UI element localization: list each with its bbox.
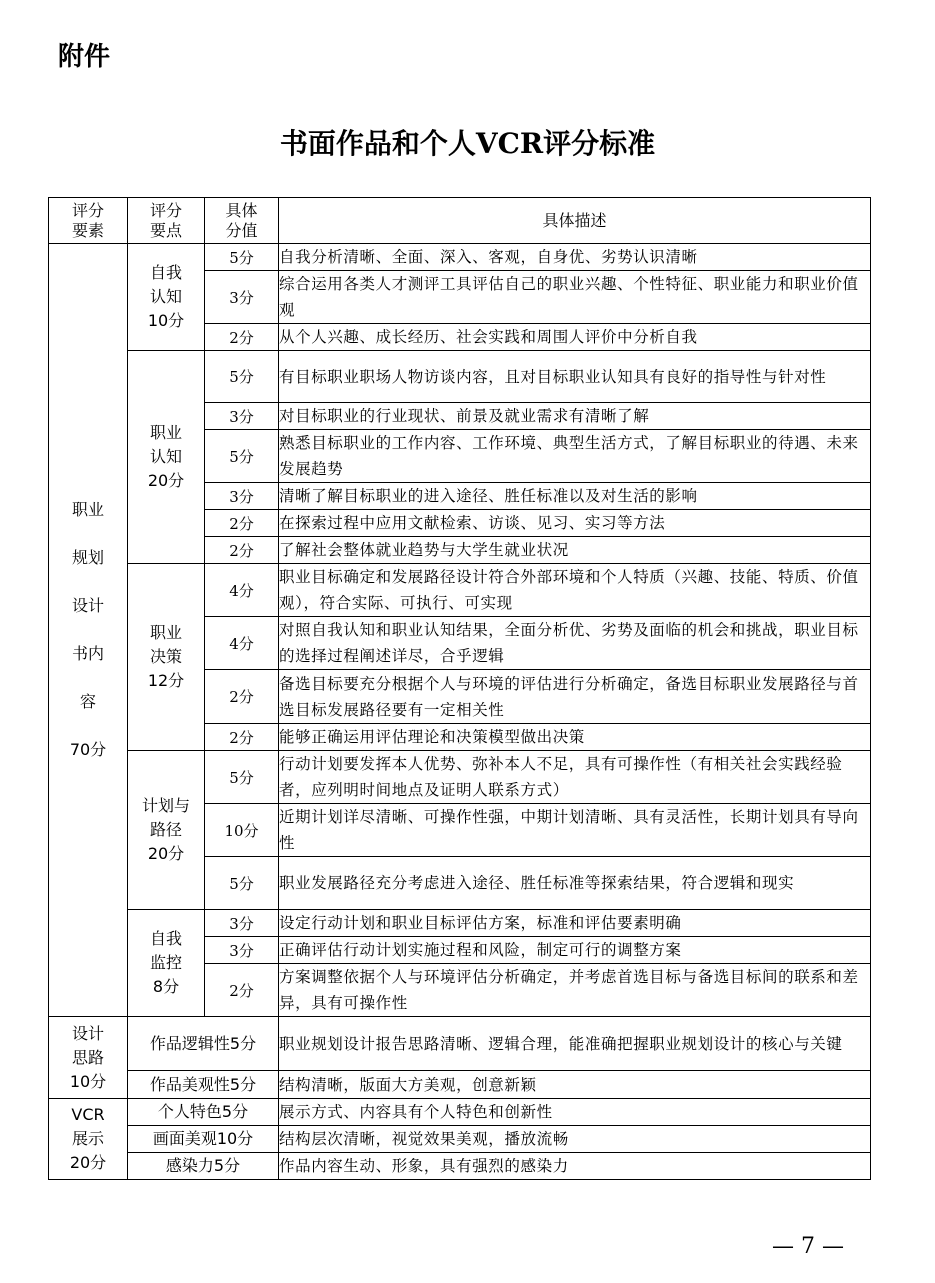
score-cell: 5分 [205, 351, 279, 403]
point-cell: 画面美观10分 [128, 1126, 279, 1153]
factor-cell [49, 244, 128, 1017]
header-score: 具体 分值 [205, 198, 279, 244]
description-cell: 在探索过程中应用文献检索、访谈、见习、实习等方法 [279, 510, 871, 537]
header-factor: 评分 要素 [49, 198, 128, 244]
description-cell: 自我分析清晰、全面、深入、客观，自身优、劣势认识清晰 [279, 244, 871, 271]
description-cell: 作品内容生动、形象，具有强烈的感染力 [279, 1153, 871, 1180]
factor-cell [49, 1099, 128, 1180]
description-cell: 展示方式、内容具有个人特色和创新性 [279, 1099, 871, 1126]
point-label: 自我 监控 8分 [149, 929, 182, 996]
description-cell: 设定行动计划和职业目标评估方案，标准和评估要素明确 [279, 910, 871, 937]
point-cell: 感染力5分 [128, 1153, 279, 1180]
score-cell: 3分 [205, 403, 279, 430]
score-cell: 10分 [205, 804, 279, 857]
score-cell: 2分 [205, 964, 279, 1017]
point-cell [128, 751, 205, 910]
description-cell: 结构层次清晰，视觉效果美观，播放流畅 [279, 1126, 871, 1153]
score-cell: 5分 [205, 751, 279, 804]
description-cell: 了解社会整体就业趋势与大学生就业状况 [279, 537, 871, 564]
scoring-table [48, 197, 871, 1180]
description-cell: 职业规划设计报告思路清晰、逻辑合理，能准确把握职业规划设计的核心与关键 [279, 1017, 871, 1071]
description-cell: 清晰了解目标职业的进入途径、胜任标准以及对生活的影响 [279, 483, 871, 510]
table-row [49, 351, 871, 403]
table-row [49, 751, 871, 804]
description-cell: 能够正确运用评估理论和决策模型做出决策 [279, 724, 871, 751]
description-cell: 职业目标确定和发展路径设计符合外部环境和个人特质（兴趣、技能、特质、价值观），符合实际、可执行、可实现 [279, 564, 871, 617]
point-cell: 作品美观性5分 [128, 1071, 279, 1099]
point-label: 职业 决策 12分 [147, 623, 185, 690]
score-cell: 4分 [205, 564, 279, 617]
description-cell: 有目标职业职场人物访谈内容，且对目标职业认知具有良好的指导性与针对性 [279, 351, 871, 403]
header-description: 具体描述 [279, 198, 871, 244]
description-cell: 备选目标要充分根据个人与环境的评估进行分析确定，备选目标职业发展路径与首选目标发展路径要有一定相关性 [279, 670, 871, 724]
point-label: 计划与 路径 20分 [141, 796, 190, 863]
score-cell: 3分 [205, 937, 279, 964]
description-cell: 行动计划要发挥本人优势、弥补本人不足，具有可操作性（有相关社会实践经验者，应列明时间地点及证明人联系方式） [279, 751, 871, 804]
description-cell: 熟悉目标职业的工作内容、工作环境、典型生活方式，了解目标职业的待遇、未来发展趋势 [279, 430, 871, 483]
description-cell: 方案调整依据个人与环境评估分析确定，并考虑首选目标与备选目标间的联系和差异，具有可操作性 [279, 964, 871, 1017]
score-cell: 4分 [205, 617, 279, 670]
score-cell: 2分 [205, 324, 279, 351]
point-cell: 个人特色5分 [128, 1099, 279, 1126]
score-cell: 5分 [205, 430, 279, 483]
description-cell: 综合运用各类人才测评工具评估自己的职业兴趣、个性特征、职业能力和职业价值观 [279, 271, 871, 324]
point-cell [128, 910, 205, 1017]
point-cell: 作品逻辑性5分 [128, 1017, 279, 1071]
score-cell: 2分 [205, 670, 279, 724]
table-row [49, 1153, 871, 1180]
description-cell: 从个人兴趣、成长经历、社会实践和周围人评价中分析自我 [279, 324, 871, 351]
score-cell: 3分 [205, 910, 279, 937]
description-cell: 对照自我认知和职业认知结果，全面分析优、劣势及面临的机会和挑战，职业目标的选择过程阐述详尽，合乎逻辑 [279, 617, 871, 670]
point-cell [128, 244, 205, 351]
score-cell: 3分 [205, 271, 279, 324]
table-row [49, 1017, 871, 1071]
score-cell: 2分 [205, 724, 279, 751]
table-row [49, 564, 871, 617]
point-cell [128, 351, 205, 564]
score-cell: 2分 [205, 537, 279, 564]
factor-label: 设计 思路 10分 [69, 1023, 107, 1091]
table-row [49, 244, 871, 271]
table-row [49, 1099, 871, 1126]
table-row [49, 1126, 871, 1153]
header-point: 评分 要点 [128, 198, 205, 244]
score-cell: 2分 [205, 510, 279, 537]
description-cell: 正确评估行动计划实施过程和风险，制定可行的调整方案 [279, 937, 871, 964]
document-title: 书面作品和个人VCR评分标准 [279, 127, 656, 160]
point-label: 自我 认知 10分 [147, 263, 185, 330]
description-cell: 职业发展路径充分考虑进入途径、胜任标准等探索结果，符合逻辑和现实 [279, 857, 871, 910]
factor-label: 职业 规划 设计 书内 容 70分 [69, 500, 107, 759]
point-label: 职业 认知 20分 [147, 423, 185, 490]
score-cell: 3分 [205, 483, 279, 510]
description-cell: 对目标职业的行业现状、前景及就业需求有清晰了解 [279, 403, 871, 430]
point-cell [128, 564, 205, 751]
header-row [49, 198, 871, 244]
description-cell: 近期计划详尽清晰、可操作性强，中期计划清晰、具有灵活性，长期计划具有导向性 [279, 804, 871, 857]
attachment-label: 附件 [58, 42, 111, 72]
table-row [49, 910, 871, 937]
score-cell: 5分 [205, 244, 279, 271]
score-cell: 5分 [205, 857, 279, 910]
page-number: — 7 — [772, 1234, 844, 1259]
description-cell: 结构清晰，版面大方美观，创意新颖 [279, 1071, 871, 1099]
factor-cell [49, 1017, 128, 1099]
table-row [49, 1071, 871, 1099]
factor-label: VCR 展示 20分 [69, 1105, 107, 1172]
